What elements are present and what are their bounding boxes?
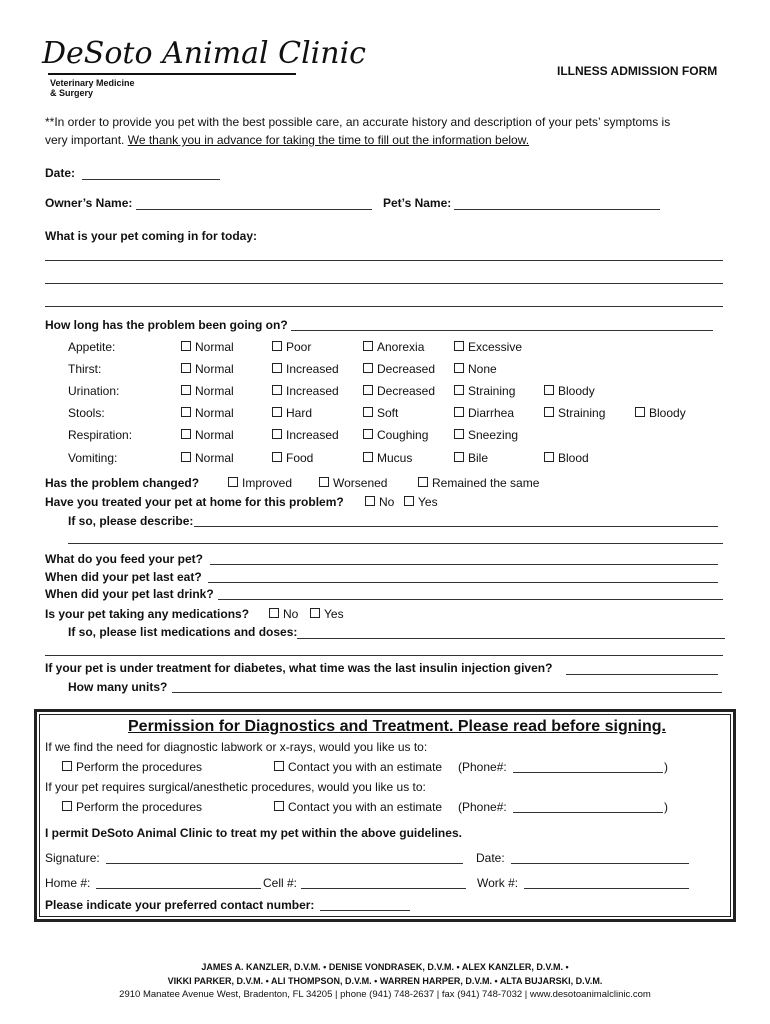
intro-plain: very important. [45,133,128,147]
checkbox[interactable] [454,452,464,462]
symptom-option-label: Soft [377,406,399,420]
work-field[interactable] [524,888,689,889]
symptom-option-label: Food [286,451,314,465]
footer-doctors-2: VIKKI PARKER, D.V.M. • ALI THOMPSON, D.V.M. • WARREN HARPER, D.V.M. • ALTA BUJARSKI, D.V.M. [167,976,603,986]
symptom-option-label: Excessive [468,340,523,354]
signature-field[interactable] [106,863,463,864]
symptom-option-label: Increased [286,362,339,376]
symptom-option[interactable] [272,384,339,398]
cell-label: Cell #: [263,876,298,890]
surg-contact-option[interactable]: Contact you with an estimate [274,800,442,814]
symptom-option-label: Straining [468,384,516,398]
checkbox[interactable] [62,801,72,811]
symptom-label: Urination: [68,384,120,398]
owner-name-label: Owner’s Name: [45,196,133,210]
symptom-option[interactable] [363,340,424,354]
symptom-option[interactable] [363,406,398,420]
work-label: Work #: [477,876,519,890]
checkbox[interactable] [404,496,414,506]
symptom-label: Vomiting: [68,451,118,465]
footer-contact: 2910 Manatee Avenue West, Bradenton, FL 34205 | phone (941) 748-2637 | fax (941) 748-7032 | www.desotoanimalclinic.com [119,989,651,1000]
meds-no[interactable]: No [269,607,298,621]
intro-line-2 [45,133,529,147]
checkbox[interactable] [635,407,645,417]
checkbox[interactable] [544,407,554,417]
symptom-option[interactable] [272,362,339,376]
logo-underline [48,73,296,75]
feed-field[interactable] [210,564,718,565]
surg-phone-label: (Phone#: [458,800,507,814]
symptom-option-label: Bloody [649,406,686,420]
reason-line-3[interactable] [45,306,723,307]
checkbox[interactable] [272,385,282,395]
checkbox[interactable] [228,477,238,487]
symptom-option[interactable] [363,428,428,442]
checkbox[interactable] [269,608,279,618]
surg-phone-close: ) [664,800,668,814]
changed-worsened[interactable]: Worsened [319,476,387,490]
surgical-question: If your pet requires surgical/anesthetic procedures, would you like us to: [45,780,426,794]
checkbox[interactable] [272,341,282,351]
symptom-option-label: Blood [558,451,589,465]
symptom-option-label: Increased [286,428,339,442]
symptom-option-label: Normal [195,451,234,465]
date-label: Date: [45,166,76,180]
symptom-option[interactable] [181,428,234,442]
checkbox[interactable] [363,363,373,373]
checkbox[interactable] [363,429,373,439]
checkbox[interactable] [363,407,373,417]
symptom-option-label: Increased [286,384,339,398]
checkbox[interactable] [363,452,373,462]
logo-subtitle-2: & Surgery [50,88,94,98]
signature-label: Signature: [45,851,100,865]
reason-line-2[interactable] [45,283,723,284]
clinic-logo: DeSoto Animal Clinic [42,36,366,71]
footer-doctors-1: JAMES A. KANZLER, D.V.M. • DENISE VONDRASEK, D.V.M. • ALEX KANZLER, D.V.M. • [201,962,569,972]
checkbox[interactable] [272,452,282,462]
checkbox[interactable] [418,477,428,487]
units-field[interactable] [172,692,722,693]
last-eat-label: When did your pet last eat? [45,570,202,584]
intro-line-1: **In order to provide you pet with the best possible care, an accurate history and description of your pets’ symptoms is [45,115,671,129]
insulin-question: If your pet is under treatment for diabetes, what time was the last insulin injection given? [45,661,553,675]
symptom-option-label: Normal [195,384,234,398]
checkbox[interactable] [363,341,373,351]
date-field[interactable] [82,179,220,180]
meds-list-field-1[interactable] [297,638,725,639]
diag-phone-label: (Phone#: [458,760,507,774]
checkbox[interactable] [544,452,554,462]
treated-no[interactable]: No [365,495,394,509]
describe-field-2[interactable] [68,543,723,544]
symptom-option-label: Hard [286,406,313,420]
symptom-option-label: Bloody [558,384,595,398]
pet-name-field[interactable] [454,209,660,210]
symptom-option-label: Normal [195,406,234,420]
checkbox[interactable] [272,429,282,439]
describe-field-1[interactable] [194,526,718,527]
last-drink-field[interactable] [218,599,723,600]
surg-phone-field[interactable] [513,812,663,813]
checkbox[interactable] [544,385,554,395]
meds-list-label: If so, please list medications and doses: [68,625,298,639]
symptom-option-label: Anorexia [377,340,425,354]
checkbox[interactable] [454,385,464,395]
symptom-option-label: Decreased [377,362,436,376]
checkbox[interactable] [274,761,284,771]
feed-label: What do you feed your pet? [45,552,203,566]
symptom-option-label: Diarrhea [468,406,515,420]
permission-title: Permission for Diagnostics and Treatment. Please read before signing. [128,718,666,735]
symptom-option[interactable] [272,340,311,354]
symptom-option[interactable] [635,406,686,420]
symptom-option[interactable] [181,340,234,354]
checkbox[interactable] [181,341,191,351]
describe-label: If so, please describe: [68,514,194,528]
changed-question: Has the problem changed? [45,476,200,490]
reason-line-1[interactable] [45,260,723,261]
symptom-option-label: Mucus [377,451,413,465]
symptom-option[interactable] [454,340,522,354]
symptom-option[interactable] [544,451,589,465]
checkbox[interactable] [319,477,329,487]
reason-label: What is your pet coming in for today: [45,229,258,243]
treated-yes[interactable]: Yes [404,495,438,509]
treated-question: Have you treated your pet at home for this problem? [45,495,344,509]
diag-phone-close: ) [664,760,668,774]
symptom-option-label: Straining [558,406,606,420]
home-label: Home #: [45,876,91,890]
checkbox[interactable] [272,363,282,373]
checkbox[interactable] [181,429,191,439]
owner-name-field[interactable] [136,209,372,210]
symptom-option[interactable] [181,406,234,420]
surg-perform-option[interactable]: Perform the procedures [62,800,202,814]
checkbox[interactable] [454,341,464,351]
symptom-option-label: Decreased [377,384,436,398]
symptom-label: Thirst: [68,362,102,376]
meds-question: Is your pet taking any medications? [45,607,250,621]
sign-date-field[interactable] [511,863,689,864]
meds-yes[interactable]: Yes [310,607,344,621]
checkbox[interactable] [454,363,464,373]
how-long-field[interactable] [291,330,713,331]
form-title: ILLNESS ADMISSION FORM [557,64,718,78]
cell-field[interactable] [301,888,466,889]
checkbox[interactable] [363,385,373,395]
diag-perform-option[interactable]: Perform the procedures [62,760,202,774]
insulin-time-field[interactable] [566,674,718,675]
symptom-option[interactable] [181,362,234,376]
last-eat-field[interactable] [208,582,718,583]
symptom-option-label: None [468,362,497,376]
symptom-option[interactable] [454,428,518,442]
symptom-option-label: Bile [468,451,489,465]
symptom-label: Appetite: [68,340,116,354]
checkbox[interactable] [272,407,282,417]
checkbox[interactable] [365,496,375,506]
intro-thanks: We thank you in advance for taking the time to fill out the information below. [127,133,530,147]
diag-phone-field[interactable] [513,772,663,773]
checkbox[interactable] [310,608,320,618]
pet-name-label: Pet’s Name: [383,196,452,210]
symptom-option[interactable] [454,451,488,465]
symptom-option-label: Sneezing [468,428,519,442]
symptom-option-label: Coughing [377,428,429,442]
checkbox[interactable] [274,801,284,811]
changed-improved[interactable]: Improved [228,476,292,490]
diagnostic-question: If we find the need for diagnostic labwork or x-rays, would you like us to: [45,740,428,754]
meds-list-field-2[interactable] [45,655,723,656]
sign-date-label: Date: [476,851,505,865]
permit-statement: I permit DeSoto Animal Clinic to treat my pet within the above guidelines. [45,826,462,840]
logo-subtitle-1: Veterinary Medicine [50,78,135,88]
symptom-option[interactable] [544,406,605,420]
changed-same[interactable]: Remained the same [418,476,539,490]
symptom-option-label: Normal [195,428,234,442]
checkbox[interactable] [181,385,191,395]
home-field[interactable] [96,888,261,889]
symptom-option[interactable] [272,406,312,420]
symptom-option[interactable] [544,384,595,398]
symptom-option[interactable] [272,451,313,465]
symptom-option[interactable] [181,384,234,398]
symptom-option[interactable] [181,451,234,465]
symptom-option[interactable] [363,384,435,398]
symptom-option-label: Normal [195,362,234,376]
diag-contact-option[interactable]: Contact you with an estimate [274,760,442,774]
preferred-contact-label: Please indicate your preferred contact number: [45,898,315,912]
checkbox[interactable] [454,429,464,439]
symptom-label: Respiration: [68,428,133,442]
checkbox[interactable] [181,407,191,417]
checkbox[interactable] [62,761,72,771]
symptom-option[interactable] [363,362,435,376]
last-drink-label: When did your pet last drink? [45,587,214,601]
symptom-option[interactable] [454,362,497,376]
symptom-option-label: Normal [195,340,234,354]
preferred-contact-field[interactable] [320,910,410,911]
checkbox[interactable] [454,407,464,417]
symptom-option[interactable] [454,406,514,420]
how-long-label: How long has the problem been going on? [45,318,288,332]
symptom-option[interactable] [454,384,515,398]
symptom-option[interactable] [363,451,412,465]
symptom-label: Stools: [68,406,105,420]
units-label: How many units? [68,680,168,694]
checkbox[interactable] [181,363,191,373]
symptom-option-label: Poor [286,340,312,354]
checkbox[interactable] [181,452,191,462]
symptom-option[interactable] [272,428,339,442]
